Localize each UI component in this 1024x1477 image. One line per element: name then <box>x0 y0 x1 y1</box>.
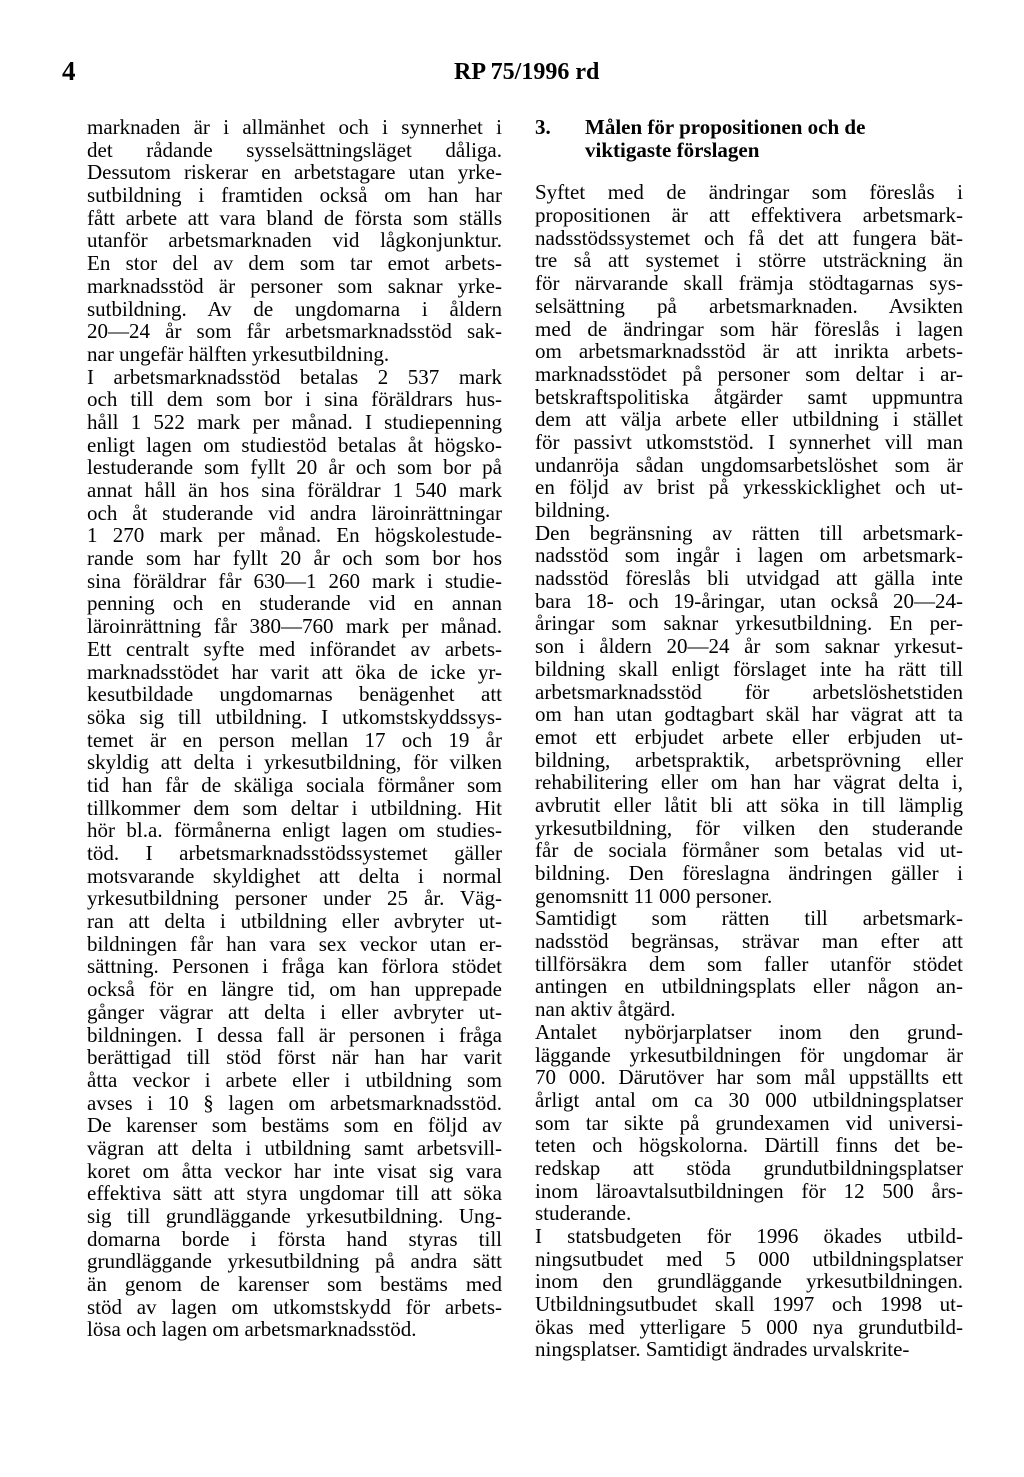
text-line: propositionen är att effektivera arbetsmark- <box>535 203 963 228</box>
section-heading <box>535 116 963 161</box>
text-line: skyldig att delta i yrkesutbildning, för vilken <box>87 750 502 775</box>
section-title <box>585 116 865 161</box>
text-line: bildningen. I dessa fall är personen i fråga <box>87 1022 502 1047</box>
text-line: 1 270 mark per månad. En högskolestude- <box>87 523 502 548</box>
text-line: genomsnitt 11 000 personer. <box>535 883 773 908</box>
text-line: inom den grundläggande yrkesutbildningen. <box>535 1269 963 1294</box>
text-line: ningsplatser. Samtidigt ändrades urvalskrite- <box>535 1337 910 1362</box>
text-line: nar ungefär hälften yrkesutbildning. <box>87 341 390 366</box>
text-line: emot ett erbjudet arbete eller erbjuden ut- <box>535 724 963 749</box>
right-column <box>535 116 963 1361</box>
text-line: marknadsstöd är personer som saknar yrke- <box>87 273 502 298</box>
text-line: Samtidigt som rätten till arbetsmark- <box>535 906 963 931</box>
text-line: en följd av brist på yrkesskicklighet och ut- <box>535 475 963 500</box>
text-line: för närvarande skall främja stödtagarnas sys- <box>535 271 963 296</box>
text-line: tillförsäkra dem som faller utanför stödet <box>535 951 963 976</box>
text-line: arbetsmarknadsstöd för arbetslöshetstiden <box>535 679 963 704</box>
text-line: tre så att systemet i större utsträckning än <box>535 248 963 273</box>
text-line: bara 18- och 19-åringar, utan också 20—24- <box>535 588 963 613</box>
text-line: Syftet med de ändringar som föreslås i <box>535 180 963 205</box>
text-line: dem att välja arbete eller utbildning i stället <box>535 407 963 432</box>
text-line: studerande. <box>535 1201 632 1226</box>
text-line: fått arbete att vara bland de första som ställs <box>87 205 502 230</box>
text-line: nan aktiv åtgärd. <box>535 997 676 1022</box>
text-line: sättning. Personen i fråga kan förlora stödet <box>87 954 502 979</box>
text-line: bildning skall enligt förslaget inte ha rätt till <box>535 656 963 681</box>
text-line: undanröja sådan ungdomsarbetslöshet som är <box>535 452 963 477</box>
text-line: får de sociala förmåner som betalas vid ut- <box>535 838 963 863</box>
text-line: töd. I arbetsmarknadsstödssystemet gäller <box>87 841 502 865</box>
text-line: 20—24 år som får arbetsmarknadsstöd sak- <box>87 319 502 344</box>
text-line: Den begränsning av rätten till arbetsmark- <box>535 520 963 545</box>
text-line: ökas med ytterligare 5 000 nya grundutbild- <box>535 1314 963 1339</box>
text-line: rande som har fyllt 20 år och som bor hos <box>87 546 502 571</box>
text-line: håll 1 522 mark per månad. I studiepenning <box>87 409 502 434</box>
text-line: söka sig till utbildning. I utkomstskyddssys- <box>87 704 502 729</box>
text-line: rehabilitering eller om han har vägrat delta i, <box>535 770 963 795</box>
text-line: nadsstöd föreslås bli utvidgad att gälla inte <box>535 566 963 591</box>
text-line: läroinrättning får 380—760 mark per månad. <box>87 614 502 639</box>
text-line: sina föräldrar får 630—1 260 mark i studie- <box>87 568 502 593</box>
text-line: antingen en utbildningsplats eller någon an- <box>535 974 963 999</box>
text-line: lösa och lagen om arbetsmarknadsstöd. <box>87 1317 417 1342</box>
text-line: 70 000. Därutöver har som mål uppställts ett <box>535 1065 963 1090</box>
text-line: bildning, arbetspraktik, arbetsprövning eller <box>535 747 963 772</box>
text-line: årligt antal om ca 30 000 utbildningsplatser <box>535 1087 963 1112</box>
text-line: yrkesutbildning personer under 25 år. Väg- <box>87 886 502 911</box>
left-column <box>87 116 502 1341</box>
text-line: Dessutom riskerar en arbetstagare utan yrke- <box>87 160 502 185</box>
text-line: Ett centralt syfte med införandet av arbets- <box>87 636 502 661</box>
text-line: stöd av lagen om utkomstskydd för arbets- <box>87 1294 502 1319</box>
page-number: 4 <box>62 56 76 86</box>
text-line: effektiva sätt att styra ungdomar till att söka <box>87 1181 502 1206</box>
text-line: och till dem som bor i sina föräldrars hus- <box>87 387 502 412</box>
text-line: bildning. <box>535 498 611 522</box>
text-line: marknadsstödet har varit att öka de icke yr- <box>87 659 502 684</box>
text-line: för passivt utkomststöd. I synnerhet vill man <box>535 429 963 454</box>
text-line: sutbildning i framtiden också om han har <box>87 183 502 208</box>
text-line: De karenser som bestäms som en följd av <box>87 1113 502 1138</box>
text-line: annat håll än hos sina föräldrar 1 540 mark <box>87 478 502 502</box>
text-line: nadsstöd begränsas, strävar man efter att <box>535 929 963 954</box>
text-line: avses i 10 § lagen om arbetsmarknadsstöd. <box>87 1090 502 1115</box>
text-line: domarna borde i första hand styras till <box>87 1226 502 1251</box>
document-reference: RP 75/1996 rd <box>454 59 600 85</box>
section-number: 3. <box>535 115 551 139</box>
text-line: det rådande sysselsättningsläget dåliga. <box>87 137 502 162</box>
text-line: om han utan godtagbart skäl har vägrat att ta <box>535 702 963 727</box>
text-line: lestuderande som fyllt 20 år och som bor på <box>87 455 502 480</box>
text-line: kesutbildade ungdomarnas benägenhet att <box>87 682 502 707</box>
text-line: redskap att stöda grundutbildningsplatser <box>535 1155 963 1180</box>
text-line: yrkesutbildning, för vilken den studerande <box>535 815 963 840</box>
text-line: och åt studerande vid andra läroinrättningar <box>87 500 502 525</box>
text-line: motsvarande skyldighet att delta i normal <box>87 863 502 888</box>
text-line: hör bl.a. förmånerna enligt lagen om studies- <box>87 818 502 843</box>
text-line: avbrutit eller låtit bli att söka in till lämplig <box>535 792 963 817</box>
text-line: också för en längre tid, om han upprepade <box>87 977 502 1002</box>
text-line: grundläggande yrkesutbildning på andra sätt <box>87 1249 502 1274</box>
text-line: marknaden är i allmänhet och i synnerhet i <box>87 115 502 139</box>
text-line: marknadsstödet på personer som deltar i ar- <box>535 361 963 386</box>
text-line: selsättning på arbetsmarknaden. Avsikten <box>535 293 963 318</box>
text-line: temet är en person mellan 17 och 19 år <box>87 727 502 752</box>
text-line: berättigad till stöd först när han har varit <box>87 1045 502 1070</box>
text-line: penning och en studerande vid en annan <box>87 591 502 616</box>
text-line: gånger vägrar att delta i eller avbryter ut- <box>87 999 502 1024</box>
text-line: viktigaste förslagen <box>585 137 760 162</box>
text-line: inom läroavtalsutbildningen för 12 500 års- <box>535 1178 963 1203</box>
text-line: ran att delta i utbildning eller avbryter ut- <box>87 909 502 934</box>
text-line: teten och högskolorna. Därtill finns det be- <box>535 1133 963 1158</box>
text-line: En stor del av dem som tar emot arbets- <box>87 251 502 276</box>
text-line: enligt lagen om studiestöd betalas åt högsko- <box>87 432 502 457</box>
text-line: Utbildningsutbudet skall 1997 och 1998 ut- <box>535 1292 963 1317</box>
text-line: utanför arbetsmarknaden vid lågkonjunktur. <box>87 228 502 253</box>
text-line: sig till grundläggande yrkesutbildning. Ung- <box>87 1204 502 1228</box>
text-line: åringar som saknar yrkesutbildning. En per- <box>535 611 963 636</box>
text-line: tid han får de skäliga sociala förmåner som <box>87 772 502 797</box>
text-line: tillkommer dem som deltar i utbildning. Hit <box>87 795 502 820</box>
text-line: nadsstödssystemet och få det att fungera bät- <box>535 225 963 250</box>
text-line: läggande yrkesutbildningen för ungdomar är <box>535 1042 963 1067</box>
text-line: I arbetsmarknadsstöd betalas 2 537 mark <box>87 364 502 389</box>
text-line: nadsstöd som ingår i lagen om arbetsmark- <box>535 543 963 568</box>
text-line: sutbildning. Av de ungdomarna i åldern <box>87 296 502 321</box>
text-line: vägran att delta i utbildning samt arbetsvill- <box>87 1135 502 1160</box>
text-line: med de ändringar som här föreslås i lagen <box>535 316 963 341</box>
text-line: ningsutbudet med 5 000 utbildningsplatser <box>535 1246 963 1271</box>
text-line: koret om åtta veckor har inte visat sig vara <box>87 1158 502 1183</box>
text-line: åtta veckor i arbete eller i utbildning som <box>87 1067 502 1092</box>
text-line: bildning. Den föreslagna ändringen gäller i <box>535 861 963 885</box>
right-column-body <box>535 181 963 1361</box>
text-line: bildningen får han vara sex veckor utan er- <box>87 931 502 956</box>
text-line: om arbetsmarknadsstöd är att inrikta arbets- <box>535 339 963 364</box>
text-line: I statsbudgeten för 1996 ökades utbild- <box>535 1224 963 1248</box>
text-line: Målen för propositionen och de <box>585 115 866 139</box>
text-line: son i åldern 20—24 år som saknar yrkesut- <box>535 634 963 659</box>
text-line: betskraftspolitiska åtgärder samt uppmuntra <box>535 384 963 409</box>
text-line: än genom de karenser som bestäms med <box>87 1272 502 1297</box>
text-line: som tar sikte på grundexamen vid universi- <box>535 1110 963 1135</box>
text-line: Antalet nybörjarplatser inom den grund- <box>535 1019 963 1044</box>
